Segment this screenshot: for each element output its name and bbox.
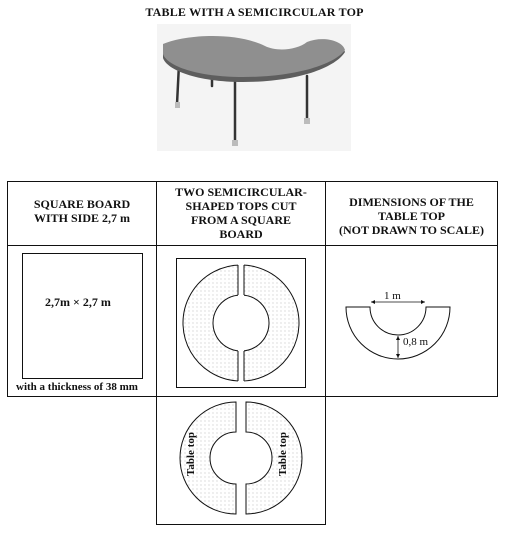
header-line: SQUARE BOARD bbox=[33, 197, 131, 211]
diagram-title: TABLE WITH A SEMICIRCULAR TOP bbox=[145, 5, 364, 19]
cut-layout-diagram bbox=[176, 258, 306, 388]
header-line: DIMENSIONS OF THE bbox=[349, 195, 474, 209]
table-top-label-right: Table top bbox=[277, 432, 289, 476]
width-label: 1 m bbox=[384, 290, 401, 302]
board-thickness-label: with a thickness of 38 mm bbox=[16, 381, 138, 393]
header-line: FROM A SQUARE bbox=[190, 213, 291, 227]
separated-tops-diagram bbox=[156, 396, 326, 525]
header-line: BOARD bbox=[219, 227, 263, 241]
dimension-diagram bbox=[340, 285, 490, 385]
depth-label: 0,8 m bbox=[403, 336, 429, 348]
table-top-label-left: Table top bbox=[185, 432, 197, 476]
header-line: SHAPED TOPS CUT bbox=[185, 199, 297, 213]
header-line: WITH SIDE 2,7 m bbox=[33, 211, 131, 225]
board-size-label: 2,7m × 2,7 m bbox=[45, 295, 111, 309]
header-line: (NOT DRAWN TO SCALE) bbox=[338, 223, 485, 237]
header-line: TABLE TOP bbox=[377, 209, 446, 223]
header-line: TWO SEMICIRCULAR- bbox=[175, 185, 307, 199]
